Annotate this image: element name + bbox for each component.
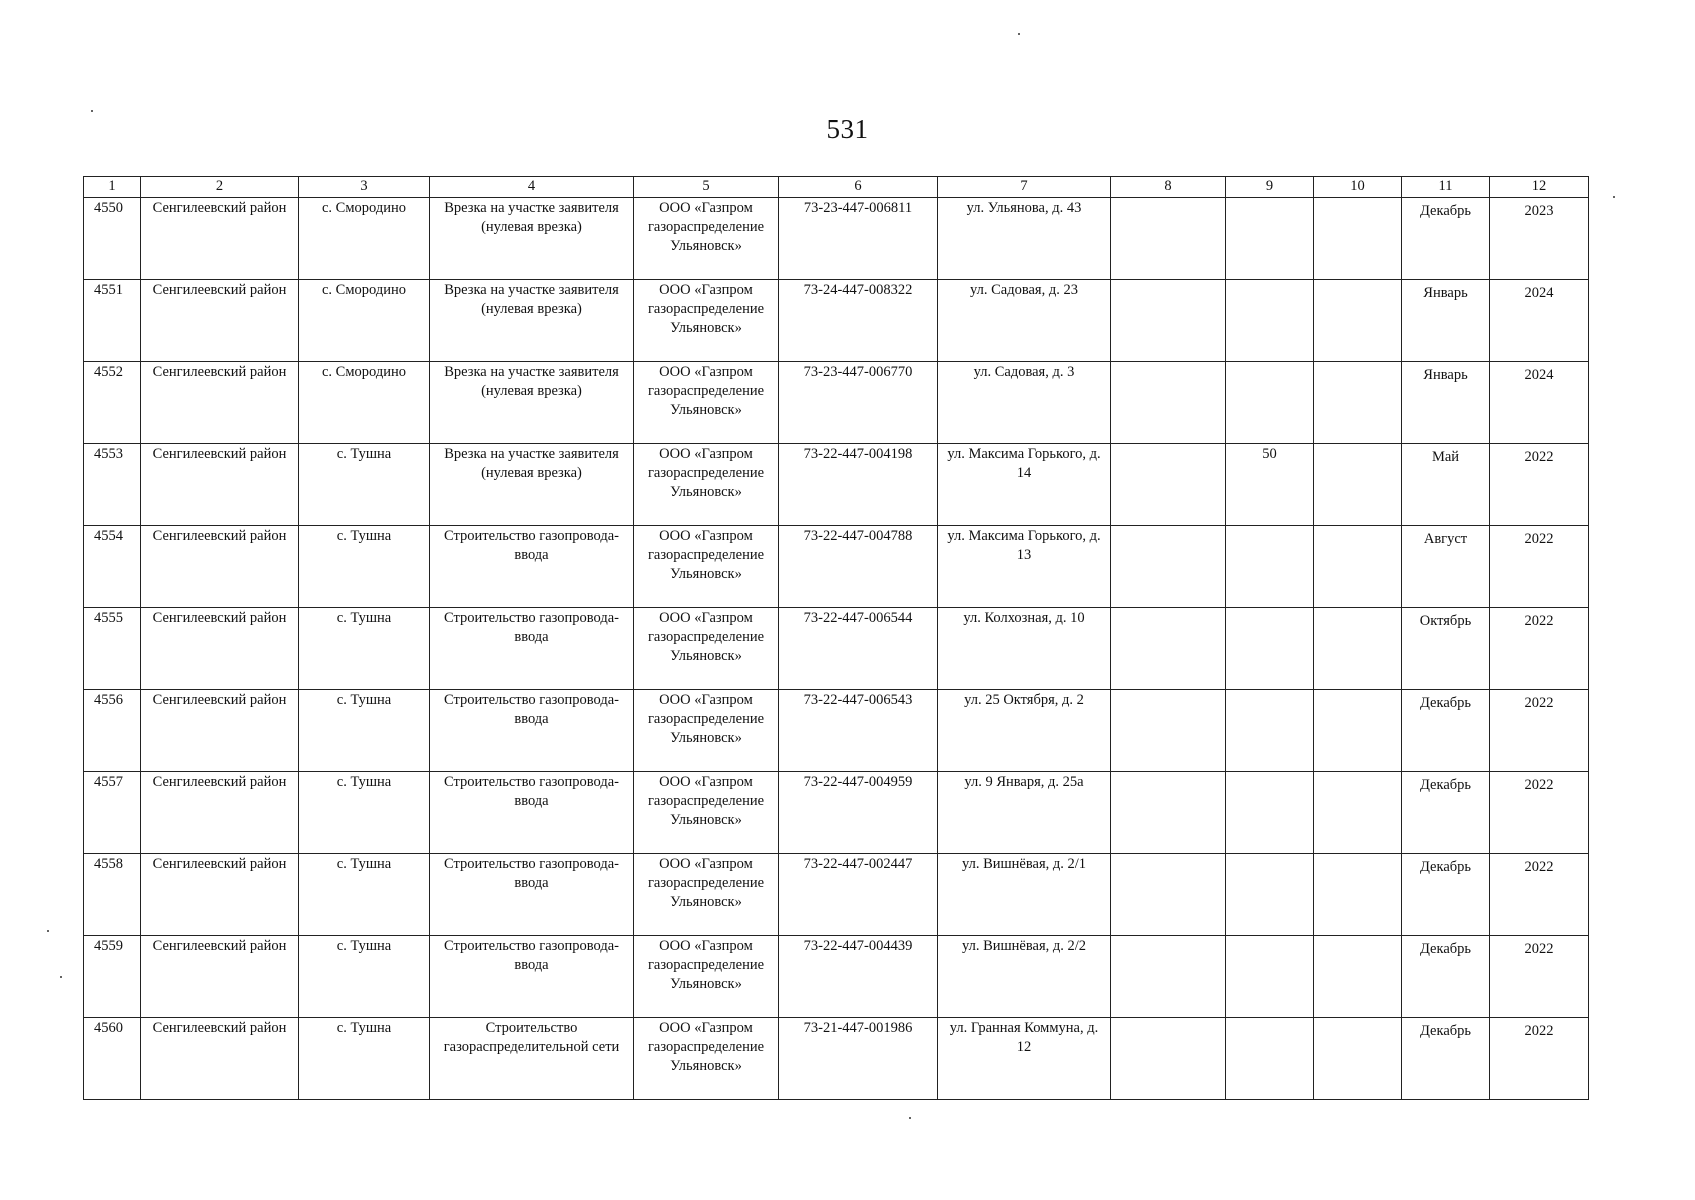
column-8-cell xyxy=(1111,444,1226,526)
month-cell: Октябрь xyxy=(1402,608,1490,690)
column-8-cell xyxy=(1111,690,1226,772)
row-number: 4551 xyxy=(84,280,141,362)
column-8-cell xyxy=(1111,1018,1226,1100)
scan-speck xyxy=(909,1117,911,1119)
column-header-2: 2 xyxy=(141,177,299,198)
object-code-cell: 73-22-447-004439 xyxy=(779,936,938,1018)
column-8-cell xyxy=(1111,198,1226,280)
district-cell: Сенгилеевский район xyxy=(141,690,299,772)
column-9-cell xyxy=(1226,362,1314,444)
organization-cell: ООО «Газпром газораспределение Ульяновск» xyxy=(634,1018,779,1100)
district-cell: Сенгилеевский район xyxy=(141,854,299,936)
column-10-cell xyxy=(1314,608,1402,690)
column-9-cell: 50 xyxy=(1226,444,1314,526)
district-cell: Сенгилеевский район xyxy=(141,772,299,854)
village-cell: с. Тушна xyxy=(299,772,430,854)
column-header-9: 9 xyxy=(1226,177,1314,198)
row-number: 4552 xyxy=(84,362,141,444)
column-10-cell xyxy=(1314,362,1402,444)
village-cell: с. Смородино xyxy=(299,280,430,362)
object-code-cell: 73-22-447-002447 xyxy=(779,854,938,936)
column-header-3: 3 xyxy=(299,177,430,198)
district-cell: Сенгилеевский район xyxy=(141,362,299,444)
table-row xyxy=(84,526,1589,608)
column-9-cell xyxy=(1226,608,1314,690)
column-8-cell xyxy=(1111,936,1226,1018)
organization-cell: ООО «Газпром газораспределение Ульяновск» xyxy=(634,608,779,690)
column-10-cell xyxy=(1314,280,1402,362)
address-cell: ул. Максима Горького, д. 14 xyxy=(938,444,1111,526)
village-cell: с. Тушна xyxy=(299,854,430,936)
work-type-cell: Строительство газопровода-ввода xyxy=(430,526,634,608)
row-number: 4557 xyxy=(84,772,141,854)
object-code-cell: 73-23-447-006770 xyxy=(779,362,938,444)
column-10-cell xyxy=(1314,1018,1402,1100)
village-cell: с. Тушна xyxy=(299,690,430,772)
object-code-cell: 73-24-447-008322 xyxy=(779,280,938,362)
row-number: 4560 xyxy=(84,1018,141,1100)
column-8-cell xyxy=(1111,526,1226,608)
address-cell: ул. Садовая, д. 3 xyxy=(938,362,1111,444)
address-cell: ул. Вишнёвая, д. 2/2 xyxy=(938,936,1111,1018)
work-type-cell: Строительство газопровода-ввода xyxy=(430,772,634,854)
column-9-cell xyxy=(1226,526,1314,608)
scan-speck xyxy=(1018,33,1020,35)
table-row xyxy=(84,280,1589,362)
year-cell: 2022 xyxy=(1490,772,1589,854)
column-header-8: 8 xyxy=(1111,177,1226,198)
village-cell: с. Тушна xyxy=(299,936,430,1018)
work-type-cell: Врезка на участке заявителя (нулевая врезка) xyxy=(430,444,634,526)
year-cell: 2022 xyxy=(1490,936,1589,1018)
work-type-cell: Врезка на участке заявителя (нулевая врезка) xyxy=(430,198,634,280)
header-row xyxy=(84,177,1589,198)
column-8-cell xyxy=(1111,608,1226,690)
address-cell: ул. Садовая, д. 23 xyxy=(938,280,1111,362)
year-cell: 2023 xyxy=(1490,198,1589,280)
work-type-cell: Врезка на участке заявителя (нулевая врезка) xyxy=(430,362,634,444)
table-row xyxy=(84,1018,1589,1100)
scan-speck xyxy=(60,976,62,978)
organization-cell: ООО «Газпром газораспределение Ульяновск» xyxy=(634,854,779,936)
row-number: 4555 xyxy=(84,608,141,690)
work-type-cell: Строительство газопровода-ввода xyxy=(430,690,634,772)
district-cell: Сенгилеевский район xyxy=(141,608,299,690)
district-cell: Сенгилеевский район xyxy=(141,936,299,1018)
year-cell: 2024 xyxy=(1490,280,1589,362)
month-cell: Декабрь xyxy=(1402,1018,1490,1100)
village-cell: с. Тушна xyxy=(299,526,430,608)
column-9-cell xyxy=(1226,772,1314,854)
district-cell: Сенгилеевский район xyxy=(141,280,299,362)
organization-cell: ООО «Газпром газораспределение Ульяновск» xyxy=(634,526,779,608)
column-10-cell xyxy=(1314,198,1402,280)
column-8-cell xyxy=(1111,280,1226,362)
month-cell: Декабрь xyxy=(1402,854,1490,936)
column-9-cell xyxy=(1226,1018,1314,1100)
scan-speck xyxy=(91,110,93,112)
district-cell: Сенгилеевский район xyxy=(141,1018,299,1100)
column-10-cell xyxy=(1314,526,1402,608)
village-cell: с. Тушна xyxy=(299,1018,430,1100)
table-row xyxy=(84,608,1589,690)
column-8-cell xyxy=(1111,362,1226,444)
month-cell: Декабрь xyxy=(1402,936,1490,1018)
work-type-cell: Строительство газопровода-ввода xyxy=(430,608,634,690)
village-cell: с. Смородино xyxy=(299,198,430,280)
address-cell: ул. Гранная Коммуна, д. 12 xyxy=(938,1018,1111,1100)
column-header-11: 11 xyxy=(1402,177,1490,198)
organization-cell: ООО «Газпром газораспределение Ульяновск» xyxy=(634,690,779,772)
column-10-cell xyxy=(1314,690,1402,772)
organization-cell: ООО «Газпром газораспределение Ульяновск» xyxy=(634,362,779,444)
work-type-cell: Строительство газопровода-ввода xyxy=(430,854,634,936)
object-code-cell: 73-22-447-004959 xyxy=(779,772,938,854)
row-number: 4559 xyxy=(84,936,141,1018)
table-row xyxy=(84,690,1589,772)
column-10-cell xyxy=(1314,772,1402,854)
address-cell: ул. Ульянова, д. 43 xyxy=(938,198,1111,280)
column-header-4: 4 xyxy=(430,177,634,198)
table-body xyxy=(84,198,1589,1100)
column-8-cell xyxy=(1111,854,1226,936)
column-10-cell xyxy=(1314,936,1402,1018)
table-row xyxy=(84,444,1589,526)
page-number: 531 xyxy=(826,114,869,144)
work-type-cell: Строительство газораспределительной сети xyxy=(430,1018,634,1100)
column-9-cell xyxy=(1226,280,1314,362)
row-number: 4558 xyxy=(84,854,141,936)
organization-cell: ООО «Газпром газораспределение Ульяновск» xyxy=(634,936,779,1018)
column-header-7: 7 xyxy=(938,177,1111,198)
month-cell: Май xyxy=(1402,444,1490,526)
work-type-cell: Врезка на участке заявителя (нулевая врезка) xyxy=(430,280,634,362)
object-code-cell: 73-22-447-006543 xyxy=(779,690,938,772)
month-cell: Август xyxy=(1402,526,1490,608)
village-cell: с. Смородино xyxy=(299,362,430,444)
scan-speck xyxy=(1613,196,1615,198)
column-header-12: 12 xyxy=(1490,177,1589,198)
object-code-cell: 73-21-447-001986 xyxy=(779,1018,938,1100)
organization-cell: ООО «Газпром газораспределение Ульяновск» xyxy=(634,198,779,280)
row-number: 4554 xyxy=(84,526,141,608)
column-10-cell xyxy=(1314,444,1402,526)
organization-cell: ООО «Газпром газораспределение Ульяновск» xyxy=(634,280,779,362)
district-cell: Сенгилеевский район xyxy=(141,444,299,526)
year-cell: 2022 xyxy=(1490,526,1589,608)
district-cell: Сенгилеевский район xyxy=(141,198,299,280)
table-row xyxy=(84,854,1589,936)
organization-cell: ООО «Газпром газораспределение Ульяновск» xyxy=(634,772,779,854)
month-cell: Январь xyxy=(1402,280,1490,362)
village-cell: с. Тушна xyxy=(299,608,430,690)
year-cell: 2024 xyxy=(1490,362,1589,444)
column-header-10: 10 xyxy=(1314,177,1402,198)
organization-cell: ООО «Газпром газораспределение Ульяновск» xyxy=(634,444,779,526)
gasification-table xyxy=(83,176,1589,1100)
table-row xyxy=(84,198,1589,280)
object-code-cell: 73-22-447-004198 xyxy=(779,444,938,526)
year-cell: 2022 xyxy=(1490,690,1589,772)
year-cell: 2022 xyxy=(1490,608,1589,690)
address-cell: ул. 9 Января, д. 25а xyxy=(938,772,1111,854)
month-cell: Декабрь xyxy=(1402,198,1490,280)
month-cell: Январь xyxy=(1402,362,1490,444)
address-cell: ул. Колхозная, д. 10 xyxy=(938,608,1111,690)
scan-speck xyxy=(47,930,49,932)
column-9-cell xyxy=(1226,854,1314,936)
year-cell: 2022 xyxy=(1490,1018,1589,1100)
village-cell: с. Тушна xyxy=(299,444,430,526)
column-9-cell xyxy=(1226,198,1314,280)
year-cell: 2022 xyxy=(1490,444,1589,526)
work-type-cell: Строительство газопровода-ввода xyxy=(430,936,634,1018)
address-cell: ул. Максима Горького, д. 13 xyxy=(938,526,1111,608)
address-cell: ул. 25 Октября, д. 2 xyxy=(938,690,1111,772)
column-header-5: 5 xyxy=(634,177,779,198)
column-8-cell xyxy=(1111,772,1226,854)
row-number: 4550 xyxy=(84,198,141,280)
table-row xyxy=(84,362,1589,444)
year-cell: 2022 xyxy=(1490,854,1589,936)
column-9-cell xyxy=(1226,936,1314,1018)
object-code-cell: 73-22-447-004788 xyxy=(779,526,938,608)
object-code-cell: 73-22-447-006544 xyxy=(779,608,938,690)
month-cell: Декабрь xyxy=(1402,772,1490,854)
row-number: 4553 xyxy=(84,444,141,526)
column-9-cell xyxy=(1226,690,1314,772)
column-header-1: 1 xyxy=(84,177,141,198)
table-row xyxy=(84,772,1589,854)
row-number: 4556 xyxy=(84,690,141,772)
month-cell: Декабрь xyxy=(1402,690,1490,772)
table-row xyxy=(84,936,1589,1018)
address-cell: ул. Вишнёвая, д. 2/1 xyxy=(938,854,1111,936)
district-cell: Сенгилеевский район xyxy=(141,526,299,608)
object-code-cell: 73-23-447-006811 xyxy=(779,198,938,280)
column-header-6: 6 xyxy=(779,177,938,198)
column-10-cell xyxy=(1314,854,1402,936)
